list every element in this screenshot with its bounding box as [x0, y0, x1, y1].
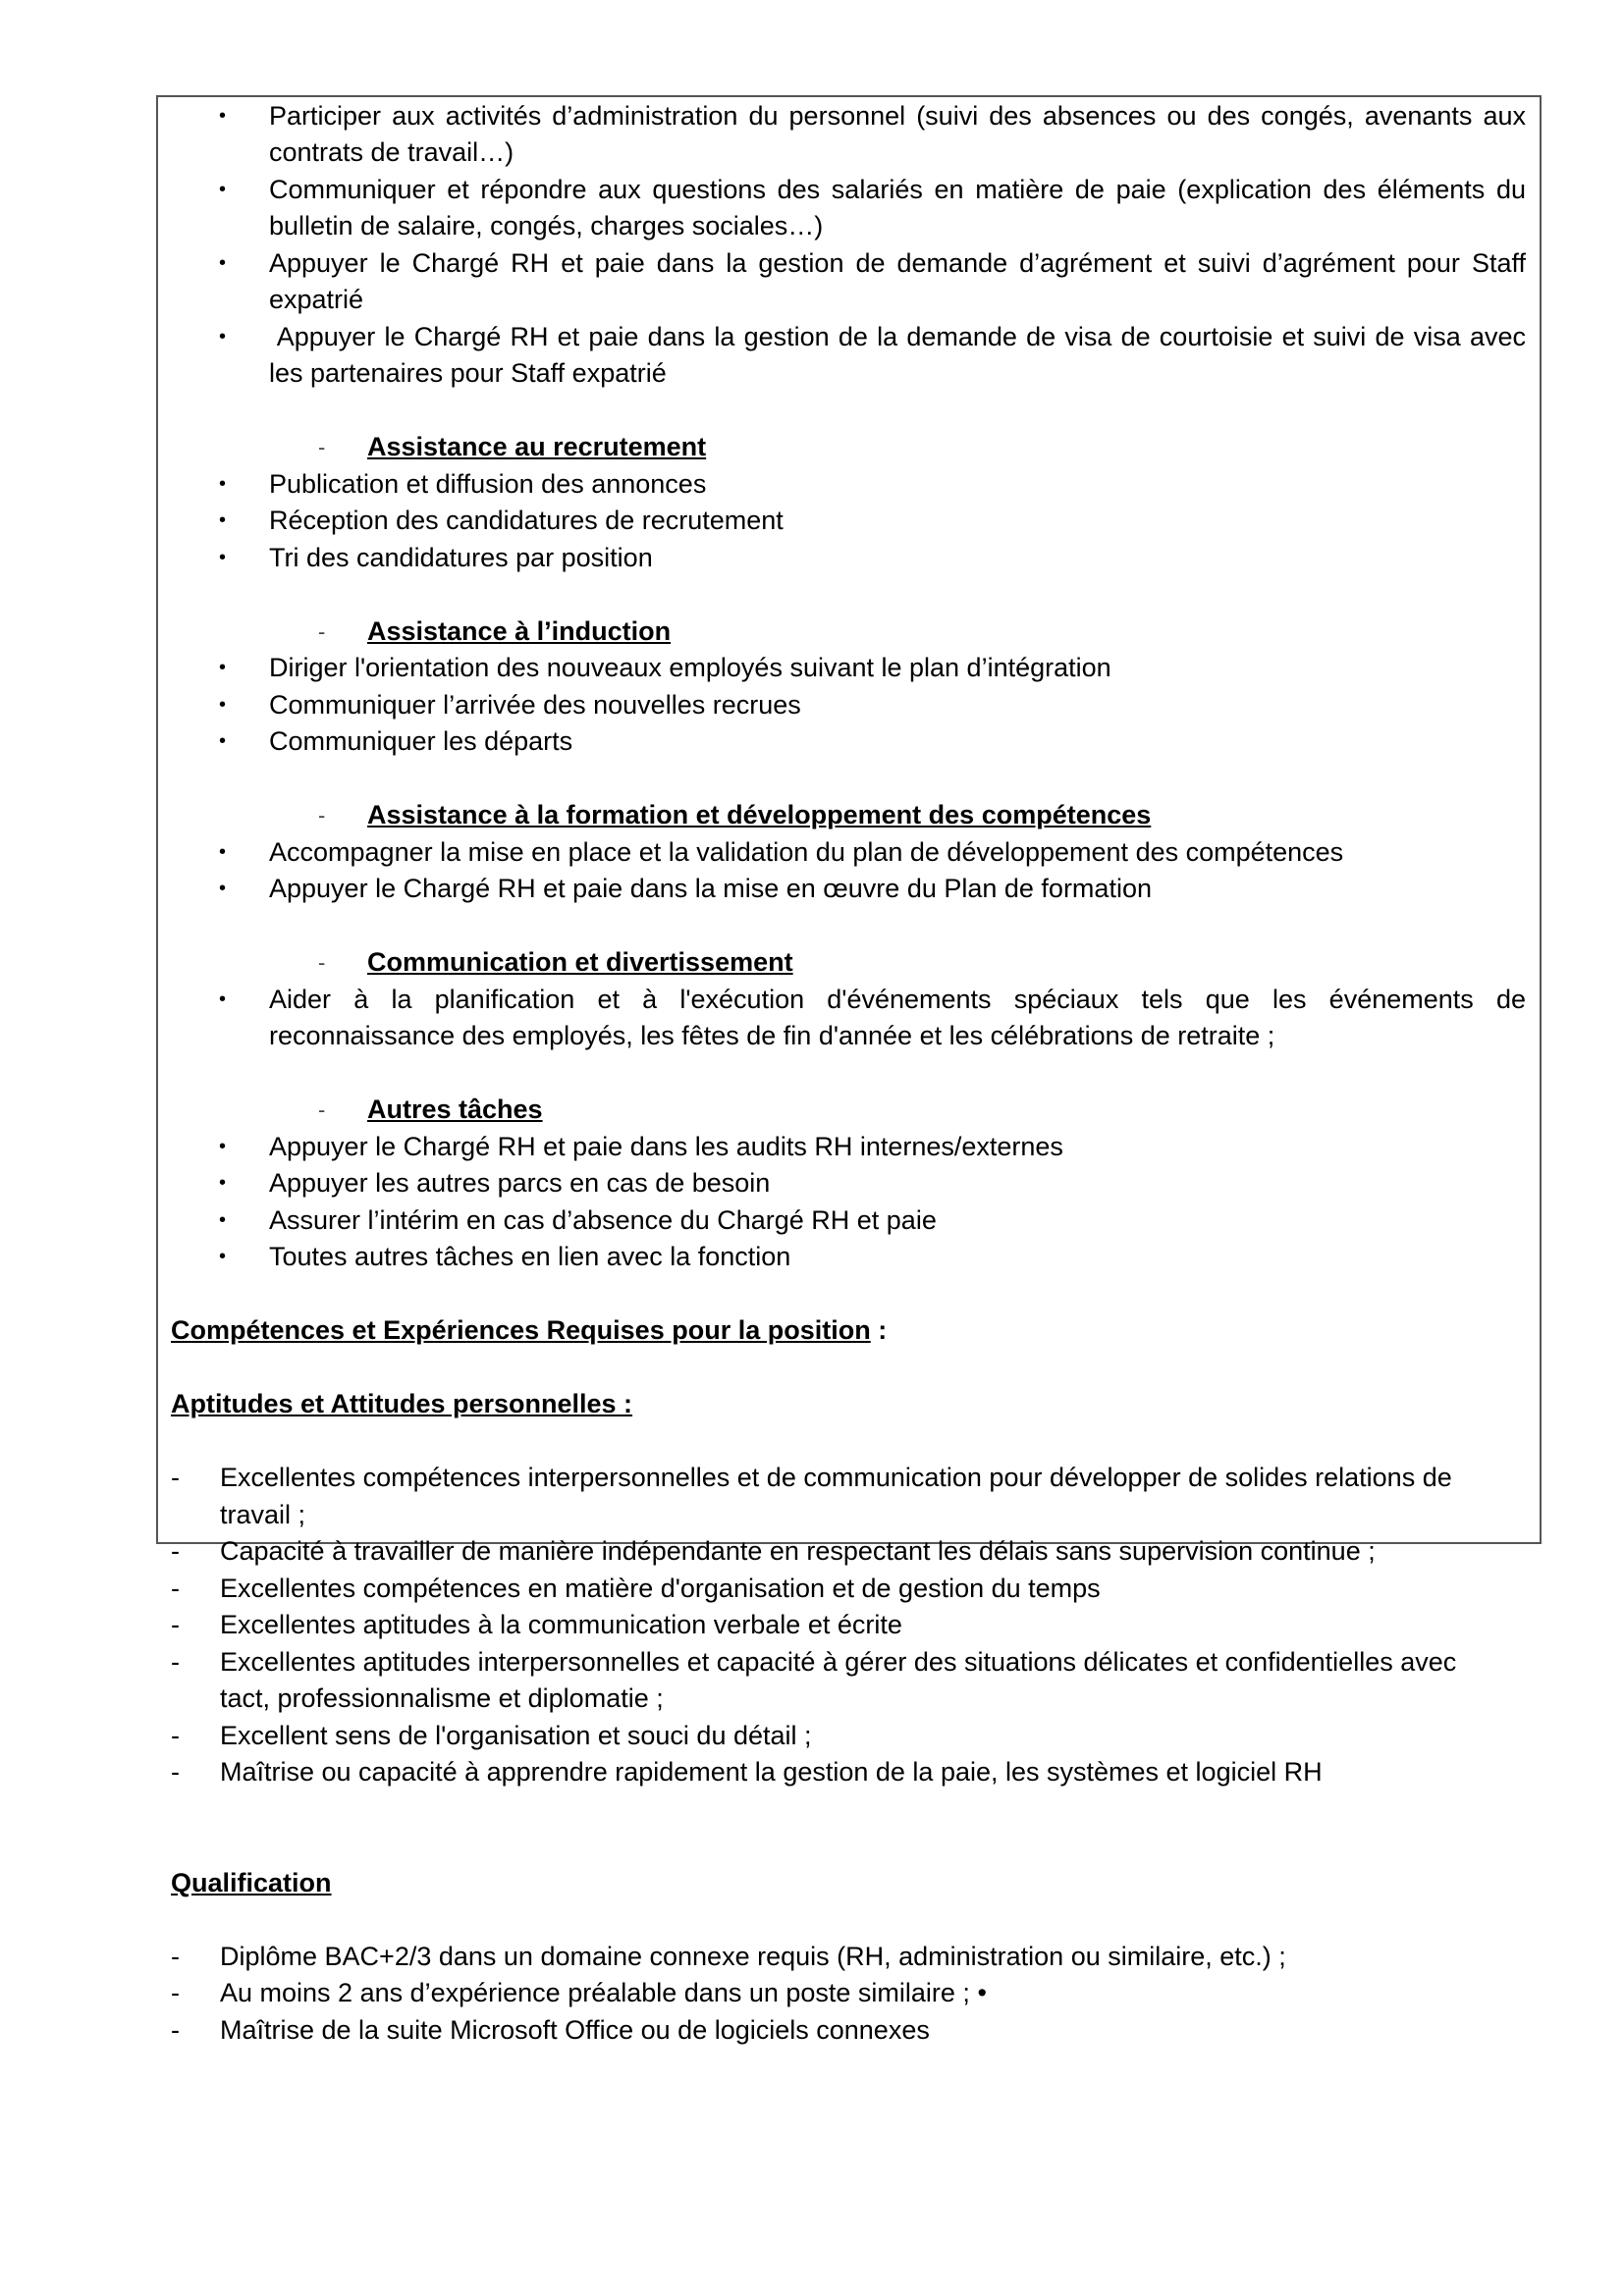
list-item [0, 466, 1624, 503]
dash-icon: - [171, 1610, 180, 1639]
subsection-heading [0, 944, 1624, 981]
list-item-text: Appuyer le Chargé RH et paie dans la gestion de demande d’agrément et suivi d’agrément pour Staff [269, 248, 1526, 278]
list-item [0, 834, 1624, 871]
dash-icon: - [318, 435, 326, 459]
list-item [0, 1129, 1624, 1165]
subsection-heading [0, 429, 1624, 465]
subsection-heading [0, 1092, 1624, 1128]
dash-icon: - [171, 1721, 180, 1750]
list-item-text: Appuyer le Chargé RH et paie dans les audits RH internes/externes [269, 1132, 1063, 1161]
list-item [0, 1571, 1624, 1607]
list-item [0, 503, 1624, 539]
list-item-text: expatrié [269, 285, 364, 314]
list-item-text: Accompagner la mise en place et la validation du plan de développement des compétences [269, 837, 1344, 867]
list-item [0, 172, 1624, 208]
list-item-text: Maîtrise de la suite Microsoft Office ou de logiciels connexes [220, 2015, 930, 2045]
subsection-title: Communication et divertissement [367, 947, 793, 977]
list-item [0, 1239, 1624, 1275]
bullet-icon: • [219, 509, 227, 531]
section-heading-competences [0, 1312, 1624, 1349]
list-item-text: Appuyer le Chargé RH et paie dans la gestion de la demande de visa de courtoisie et suivi de visa avec [269, 322, 1526, 351]
list-item-text: Appuyer le Chargé RH et paie dans la mise en œuvre du Plan de formation [269, 874, 1152, 903]
dash-icon: - [171, 1463, 180, 1492]
subsection-title: Autres tâches [367, 1095, 543, 1124]
list-item-text: reconnaissance des employés, les fêtes de fin d'année et les célébrations de retraite ; [269, 1021, 1275, 1050]
bullet-icon: • [219, 841, 227, 863]
list-item-text: Toutes autres tâches en lien avec la fonction [269, 1242, 791, 1271]
bullet-icon: • [219, 1209, 227, 1231]
dash-icon: - [318, 1097, 326, 1122]
bullet-icon: • [219, 694, 227, 716]
bullet-icon: • [219, 657, 227, 678]
list-item [0, 98, 1624, 134]
list-item [0, 1460, 1624, 1496]
list-item-text: Communiquer l’arrivée des nouvelles recrues [269, 690, 801, 720]
subsection-heading [0, 614, 1624, 650]
bullet-icon: • [219, 547, 227, 568]
dash-icon: - [171, 2015, 180, 2045]
list-item [0, 1718, 1624, 1754]
list-item-text: Excellent sens de l'organisation et souci du détail ; [220, 1721, 812, 1750]
list-item-text: Communiquer les départs [269, 726, 573, 756]
bullet-icon: • [219, 1172, 227, 1194]
subsection-heading [0, 797, 1624, 833]
list-item [0, 1644, 1624, 1681]
list-item [0, 982, 1624, 1018]
bullet-icon: • [219, 326, 227, 347]
list-item-text: Réception des candidatures de recrutement [269, 506, 784, 535]
list-item [0, 871, 1624, 907]
list-item [0, 319, 1624, 355]
list-item-text: Appuyer les autres parcs en cas de besoin [269, 1168, 771, 1198]
dash-icon: - [171, 1978, 180, 2007]
list-item-text: Participer aux activités d’administration du personnel (suivi des absences ou des congés, avenants aux [269, 101, 1526, 131]
list-item-continuation [0, 208, 1624, 244]
list-item-continuation [0, 134, 1624, 171]
list-item-text: Capacité à travailler de manière indépendante en respectant les délais sans supervision continue ; [220, 1536, 1376, 1566]
dash-icon: - [171, 1647, 180, 1677]
dash-icon: - [171, 1942, 180, 1971]
list-item-text: Excellentes compétences interpersonnelles et de communication pour développer de solides relations de [220, 1463, 1452, 1492]
subsection-title: Assistance à la formation et développement des compétences [367, 800, 1152, 829]
list-item [0, 650, 1624, 686]
list-item-text: Excellentes aptitudes interpersonnelles et capacité à gérer des situations délicates et confidentielles avec [220, 1647, 1457, 1677]
list-item [0, 2012, 1624, 2049]
list-item [0, 1202, 1624, 1239]
dash-icon: - [171, 1574, 180, 1603]
list-item [0, 1165, 1624, 1201]
subsection-title: Assistance au recrutement [367, 432, 707, 461]
subsection-title: Assistance à l’induction [367, 616, 672, 646]
list-item-continuation [0, 1681, 1624, 1717]
section-title: Aptitudes et Attitudes personnelles : [171, 1389, 633, 1418]
bullet-icon: • [219, 1136, 227, 1157]
list-item-continuation [0, 1497, 1624, 1533]
section-title: Qualification [171, 1868, 332, 1897]
dash-icon: - [171, 1536, 180, 1566]
list-item-continuation [0, 282, 1624, 318]
list-item-text: travail ; [220, 1500, 306, 1529]
list-item-text: Tri des candidatures par position [269, 543, 653, 572]
list-item [0, 1607, 1624, 1643]
list-item-text: Diriger l'orientation des nouveaux employés suivant le plan d’intégration [269, 653, 1111, 682]
list-item-text: contrats de travail…) [269, 137, 514, 167]
section-title-suffix: : [870, 1315, 888, 1345]
bullet-icon: • [219, 252, 227, 274]
list-item-text: Excellentes compétences en matière d'organisation et de gestion du temps [220, 1574, 1101, 1603]
list-item-continuation [0, 1018, 1624, 1054]
dash-icon: - [318, 950, 326, 975]
list-item-text: bulletin de salaire, congés, charges sociales…) [269, 211, 824, 240]
bullet-icon: • [219, 878, 227, 899]
bullet-icon: • [219, 179, 227, 200]
list-item-continuation [0, 355, 1624, 392]
dash-icon: - [318, 619, 326, 644]
section-heading-qualification [0, 1865, 1624, 1901]
bullet-icon: • [219, 473, 227, 495]
list-item-text: Communiquer et répondre aux questions des salariés en matière de paie (explication des éléments du [269, 175, 1526, 204]
list-item-text: Assurer l’intérim en cas d’absence du Chargé RH et paie [269, 1205, 937, 1235]
list-item-text: Diplôme BAC+2/3 dans un domaine connexe requis (RH, administration ou similaire, etc.) ; [220, 1942, 1286, 1971]
list-item [0, 540, 1624, 576]
list-item-text: Excellentes aptitudes à la communication verbale et écrite [220, 1610, 902, 1639]
dash-icon: - [318, 803, 326, 828]
list-item-text: tact, professionnalisme et diplomatie ; [220, 1683, 664, 1713]
list-item-text: Au moins 2 ans d’expérience préalable dans un poste similaire ; • [220, 1978, 987, 2007]
list-item [0, 687, 1624, 723]
bullet-icon: • [219, 1246, 227, 1267]
bullet-icon: • [219, 105, 227, 127]
list-item [0, 1533, 1624, 1570]
list-item [0, 1939, 1624, 1975]
section-title: Compétences et Expériences Requises pour la position [171, 1315, 871, 1345]
list-item-text: Publication et diffusion des annonces [269, 469, 707, 499]
bullet-icon: • [219, 730, 227, 752]
list-item [0, 245, 1624, 282]
section-heading-aptitudes [0, 1386, 1624, 1422]
list-item-text: les partenaires pour Staff expatrié [269, 358, 667, 388]
list-item-text: Aider à la planification et à l'exécution d'événements spéciaux tels que les événements de [269, 985, 1526, 1014]
dash-icon: - [171, 1757, 180, 1787]
list-item [0, 1975, 1624, 2011]
list-item [0, 1754, 1624, 1790]
list-item [0, 723, 1624, 760]
bullet-icon: • [219, 988, 227, 1010]
list-item-text: Maîtrise ou capacité à apprendre rapidement la gestion de la paie, les systèmes et logiciel RH [220, 1757, 1323, 1787]
